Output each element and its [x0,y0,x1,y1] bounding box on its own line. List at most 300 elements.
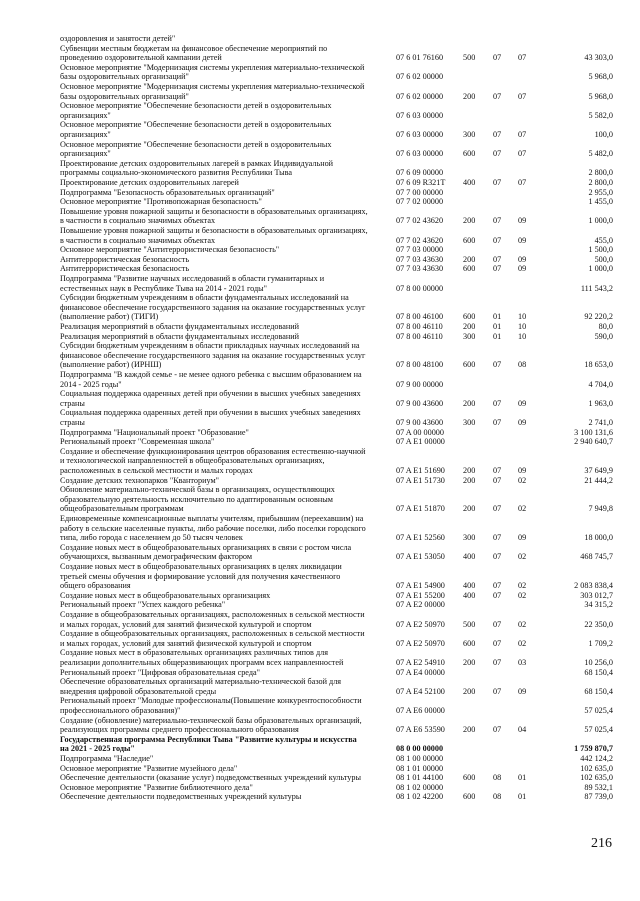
target-code: 07 6 09 R321T [396,178,446,187]
description-line: Государственная программа Республики Тыва "Развитие культуры и искусства [60,734,357,744]
amount: 43 303,0 [584,53,613,63]
amount: 468 745,7 [580,552,613,562]
table-row [0,754,640,764]
amount: 102 635,0 [580,763,613,773]
target-code: 07 A E1 55200 [396,590,445,600]
table-row [0,629,640,648]
description-line: и технологической направленностей в общеобразовательных организациях, [60,456,325,466]
expense-type: 400 [463,581,476,591]
target-code: 08 1 00 00000 [396,754,444,763]
section-code: 01 [493,312,502,322]
description-line: работу в сельские населенные пункты, либо рабочие поселки, либо поселки городского [60,523,366,533]
amount: 10 256,0 [584,657,613,667]
row-description [60,696,390,715]
target-code: 07 6 03 00000 [396,129,444,139]
table-row [0,101,640,120]
amount: 3 100 131,6 [574,427,613,437]
subsection-code: 07 [518,129,527,139]
row-description [60,562,390,591]
subsection-code: 10 [518,322,527,331]
section-code: 07 [493,619,502,629]
row-description [60,543,390,562]
description-line: Обновление материально-технической базы в организациях, осуществляющих [60,485,335,495]
table-row [0,341,640,370]
table-row [0,783,640,793]
description-line: профессионального образования)" [60,705,181,715]
table-row [0,476,640,486]
row-description [60,226,390,245]
section-code: 07 [493,475,502,485]
table-row [0,437,640,447]
table-row [0,668,640,678]
row-description [60,629,390,648]
amount: 2 800,0 [588,178,613,187]
description-line: организациях" [60,129,111,139]
description-line: типа, либо города с населением до 50 тысяч человек [60,533,243,543]
target-code: 07 A E4 52100 [396,686,445,696]
description-line: Региональный проект "Успех каждого ребенка" [60,600,226,610]
description-line: Антитеррористическая безопасность [60,264,190,274]
table-row [0,543,640,562]
amount: 4 704,0 [588,379,613,389]
subsection-code: 09 [518,417,527,427]
subsection-code: 09 [518,686,527,696]
row-description [60,792,390,802]
target-code: 07 A E6 53590 [396,725,445,735]
description-line: Региональный проект "Современная школа" [60,437,215,447]
table-row [0,197,640,207]
row-description [60,716,390,735]
target-code: 07 6 09 00000 [396,168,444,178]
table-row [0,332,640,342]
section-code: 07 [493,465,502,475]
description-line: и малых городах, условий для занятий физической культурой и спортом [60,619,312,629]
amount: 2 800,0 [588,168,613,178]
section-code: 07 [493,53,502,63]
amount: 2 741,0 [588,417,613,427]
expense-type: 300 [463,331,476,341]
description-line: финансовое обеспечение государственного задания на оказание государственных услуг [60,350,366,360]
section-code: 07 [493,417,502,427]
description-line: финансовое обеспечение государственного задания на оказание государственных услуг [60,302,366,312]
section-code: 01 [493,322,502,331]
section-code: 07 [493,725,502,735]
description-line: Создание (обновление) материально-технической базы образовательных организаций, [60,715,362,725]
subsection-code: 01 [518,773,527,783]
description-line: на 2021 - 2025 годы" [60,744,135,754]
amount: 22 350,0 [584,619,613,629]
description-line: Создание новых мест в образовательных организациях различных типов для [60,648,328,658]
target-code: 07 6 01 76160 [396,53,444,63]
subsection-code: 09 [518,254,527,264]
description-line: Единовременные компенсационные выплаты учителям, прибывшим (переехавшим) на [60,514,364,523]
table-row [0,591,640,601]
description-line: оздоровления и занятости детей" [60,34,176,43]
description-line: естественных наук в Республике Тыва на 2014 - 2021 годы" [60,283,267,293]
row-description [60,648,390,667]
section-code: 07 [493,504,502,514]
target-code: 07 A 00 00000 [396,427,444,437]
target-code: 08 1 02 42200 [396,792,444,802]
row-description [60,63,390,82]
target-code: 07 A E1 54900 [396,581,445,591]
row-description [60,476,390,486]
section-code: 07 [493,264,502,274]
description-line: страны [60,417,85,427]
table-row [0,648,640,667]
amount: 303 012,7 [580,590,613,600]
description-line: третьей смены обучения и формирование условий для получения качественного [60,571,341,581]
expense-type: 600 [463,792,476,802]
description-line: Создание и обеспечение функционирования центров образования естественно-научной [60,446,366,456]
section-code: 07 [493,590,502,600]
section-code: 07 [493,129,502,139]
target-code: 07 6 03 00000 [396,149,444,159]
amount: 21 444,2 [584,475,613,485]
row-description [60,437,390,447]
row-description [60,274,390,293]
subsection-code: 02 [518,581,527,591]
description-line: внедрения цифровой образовательной среды [60,686,217,696]
table-row [0,274,640,293]
description-line: Основное мероприятие "Обеспечение безопасности детей в оздоровительных [60,101,332,111]
description-line: Основное мероприятие "Обеспечение безопасности детей в оздоровительных [60,139,332,149]
description-line: общеобразовательным программам [60,504,184,514]
row-description [60,389,390,408]
table-row [0,408,640,427]
row-description [60,159,390,178]
row-description [60,735,390,754]
table-row [0,188,640,198]
amount: 500,0 [594,254,613,264]
expense-type: 600 [463,312,476,322]
table-row [0,792,640,802]
table-row [0,159,640,178]
description-line: Создание детских технопарков "Кванториум" [60,475,219,485]
section-code: 07 [493,581,502,591]
row-description [60,428,390,438]
expense-type: 600 [463,638,476,648]
row-description [60,322,390,332]
target-code: 08 1 01 44100 [396,773,444,783]
target-code: 07 A E2 50970 [396,638,445,648]
section-code: 07 [493,360,502,370]
expense-type: 300 [463,533,476,543]
amount: 590,0 [594,331,613,341]
description-line: проведению оздоровительной кампании детей [60,53,222,63]
target-code: 07 A E1 53050 [396,552,445,562]
subsection-code: 01 [518,792,527,802]
section-code: 07 [493,178,502,187]
subsection-code: 03 [518,657,527,667]
amount: 2 083 838,4 [574,581,613,591]
subsection-code: 10 [518,312,527,322]
description-line: (выполнение работ) (ИРНШ) [60,360,162,370]
subsection-code: 09 [518,235,527,245]
section-code: 07 [493,91,502,101]
subsection-code: 07 [518,53,527,63]
amount: 7 949,8 [588,504,613,514]
description-line: обучающихся, вызванным демографическим фактором [60,552,253,562]
section-code: 07 [493,254,502,264]
section-code: 08 [493,792,502,802]
amount: 111 543,2 [580,283,613,293]
description-line: Социальная поддержка одаренных детей при обучении в высших учебных заведениях [60,389,361,399]
description-line: базы оздоровительных организаций" [60,91,189,101]
description-line: реализации дополнительных общеразвивающих программ всех направленностей [60,657,344,667]
expense-type: 200 [463,254,476,264]
expense-type: 600 [463,235,476,245]
description-line: Региональный проект "Цифровая образовательная среда" [60,667,260,677]
expense-type: 400 [463,178,476,187]
table-row [0,264,640,274]
row-description [60,668,390,678]
description-line: и малых городах, условий для занятий физической культурой и спортом [60,638,312,648]
target-code: 07 7 00 00000 [396,187,444,197]
expense-type: 300 [463,129,476,139]
subsection-code: 02 [518,552,527,562]
description-line: Проектирование детских оздоровительных лагерей [60,178,239,187]
target-code: 07 7 02 43620 [396,235,444,245]
target-code: 07 A E1 00000 [396,437,445,447]
description-line: реализующих программы среднего профессионального образования [60,725,299,735]
description-line: в частности в социально значимых объектах [60,235,216,245]
section-code: 07 [493,533,502,543]
description-line: Подпрограмма "В каждой семье - не менее одного ребенка с высшим образованием на [60,370,362,379]
section-code: 07 [493,638,502,648]
row-description [60,255,390,265]
description-line: Создание новых мест в общеобразовательных организациях в связи с ростом числа [60,542,352,552]
description-line: программы социально-экономического развития Республики Тыва [60,168,292,178]
amount: 100,0 [594,129,613,139]
amount: 5 968,0 [588,91,613,101]
expense-type: 300 [463,417,476,427]
section-code: 08 [493,773,502,783]
expense-type: 400 [463,590,476,600]
description-line: общего образования [60,581,131,591]
table-row [0,677,640,696]
description-line: 2014 - 2025 годы" [60,379,122,389]
description-line: Основное мероприятие "Обеспечение безопасности детей в оздоровительных [60,120,332,130]
target-code: 07 7 02 43620 [396,216,444,226]
section-code: 07 [493,398,502,408]
section-code: 07 [493,149,502,159]
subsection-code: 04 [518,725,527,735]
amount: 57 025,4 [584,725,613,735]
row-description [60,245,390,255]
target-code: 07 A E4 00000 [396,667,445,677]
description-line: организациях" [60,110,111,120]
target-code: 08 1 01 00000 [396,763,444,773]
section-code: 07 [493,235,502,245]
description-line: Основное мероприятие "Развитие библиотечного дела" [60,782,253,792]
row-description [60,677,390,696]
amount: 1 963,0 [588,398,613,408]
description-line: Субсидии бюджетным учреждениям в области прикладных научных исследований на [60,341,360,351]
subsection-code: 02 [518,504,527,514]
description-line: Социальная поддержка одаренных детей при обучении в высших учебных заведениях [60,408,361,418]
row-description [60,447,390,476]
row-description [60,485,390,514]
target-code: 07 A E6 00000 [396,705,445,715]
row-description [60,140,390,159]
target-code: 07 6 02 00000 [396,91,444,101]
description-line: Обеспечение деятельности подведомственных учреждений культуры [60,792,302,802]
target-code: 07 7 03 00000 [396,245,444,255]
target-code: 07 8 00 46100 [396,312,444,322]
page-number: 216 [591,836,612,851]
amount: 57 025,4 [584,705,613,715]
table-row [0,255,640,265]
expense-type: 400 [463,552,476,562]
amount: 80,0 [598,322,613,331]
target-code: 07 7 02 00000 [396,197,444,207]
amount: 5 968,0 [588,72,613,82]
description-line: Реализация мероприятий в области фундаментальных исследований [60,322,299,331]
description-line: Основное мероприятие "Модернизация системы укрепления материально-технической [60,62,365,72]
description-line: Обеспечение деятельности (оказание услуг) подведомственных учреждений культуры [60,773,361,783]
table-row [0,322,640,332]
amount: 1 455,0 [588,197,613,207]
table-row [0,140,640,159]
table-row [0,764,640,774]
expense-type: 600 [463,149,476,159]
expense-type: 500 [463,53,476,63]
expense-type: 500 [463,619,476,629]
row-description [60,591,390,601]
table-row [0,447,640,476]
section-code: 07 [493,657,502,667]
amount: 455,0 [594,235,613,245]
row-description [60,783,390,793]
table-row [0,773,640,783]
target-code: 07 8 00 46110 [396,331,443,341]
description-line: Основное мероприятие "Развитие музейного дела" [60,763,238,773]
target-code: 07 A E1 51730 [396,475,445,485]
table-row [0,178,640,188]
description-line: Создание новых мест в общеобразовательных организациях [60,590,271,600]
amount: 92 220,2 [584,312,613,322]
row-description [60,44,390,63]
target-code: 07 6 02 00000 [396,72,444,82]
amount: 2 940 640,7 [574,437,613,447]
description-line: Субсидии бюджетным учреждениям в области фундаментальных исследований на [60,293,349,303]
description-line: (выполнение работ) (ТИГИ) [60,312,159,322]
description-line: Проектирование детских оздоровительных лагерей в рамках Индивидуальной [60,158,334,168]
expense-type: 600 [463,773,476,783]
row-description [60,178,390,188]
description-line: Региональный проект "Молодые профессионалы(Повышение конкурентоспособности [60,696,362,706]
description-line: Повышение уровня пожарной защиты и безопасности в образовательных организациях, [60,206,368,216]
description-line: Реализация мероприятий в области фундаментальных исследований [60,331,299,341]
table-row [0,428,640,438]
section-code: 01 [493,331,502,341]
table-row [0,562,640,591]
target-code: 07 9 00 00000 [396,379,444,389]
amount: 442 124,2 [580,754,613,763]
row-description [60,764,390,774]
expense-type: 200 [463,504,476,514]
description-line: Создание новых мест в общеобразовательных организациях в целях ликвидации [60,562,342,571]
description-line: Обеспечение образовательных организаций материально-технической базой для [60,677,342,687]
row-description [60,120,390,139]
amount: 18 653,0 [584,360,613,370]
description-line: Создание в общеобразовательных организациях, расположенных в сельской местности [60,629,365,639]
target-code: 07 8 00 00000 [396,283,444,293]
subsection-code: 08 [518,360,527,370]
subsection-code: 09 [518,465,527,475]
amount: 102 635,0 [580,773,613,783]
amount: 1 500,0 [588,245,613,255]
expense-type: 200 [463,216,476,226]
subsection-code: 10 [518,331,527,341]
amount: 1 759 870,7 [574,744,613,754]
expense-type: 200 [463,322,476,331]
table-row [0,610,640,629]
subsection-code: 07 [518,91,527,101]
table-row [0,600,640,610]
description-line: Подпрограмма "Развитие научных исследований в области гуманитарных и [60,274,325,283]
table-row [0,120,640,139]
row-description [60,82,390,101]
row-description [60,514,390,543]
target-code: 07 A E2 50970 [396,619,445,629]
table-row [0,514,640,543]
table-row [0,389,640,408]
amount: 89 532,1 [584,782,613,792]
row-description [60,408,390,427]
row-description [60,341,390,370]
target-code: 07 7 03 43630 [396,254,444,264]
subsection-code: 02 [518,638,527,648]
target-code: 08 1 02 00000 [396,782,444,792]
row-description [60,754,390,764]
row-description [60,207,390,226]
description-line: Подпрограмма "Национальный проект "Образование" [60,427,249,437]
row-description [60,600,390,610]
description-line: Повышение уровня пожарной защиты и безопасности в образовательных организациях, [60,226,368,235]
description-line: Основное мероприятие "Противопожарная безопасность" [60,197,262,207]
table-row [0,226,640,245]
description-line: базы оздоровительных организаций" [60,72,189,82]
amount: 5 582,0 [588,110,613,120]
target-code: 07 9 00 43600 [396,417,444,427]
amount: 1 000,0 [588,264,613,274]
table-row [0,370,640,389]
row-description [60,332,390,342]
description-line: Основное мероприятие "Антитеррористическая безопасность" [60,245,280,255]
table-row [0,485,640,514]
expense-type: 200 [463,91,476,101]
row-description [60,773,390,783]
expense-type: 200 [463,398,476,408]
target-code: 08 0 00 00000 [396,744,444,754]
target-code: 07 9 00 43600 [396,398,444,408]
subsection-code: 07 [518,178,527,187]
table-row [0,293,640,322]
table-row [0,245,640,255]
subsection-code: 09 [518,533,527,543]
row-description [60,101,390,120]
target-code: 07 A E2 54910 [396,657,445,667]
table-row [0,716,640,735]
description-line: страны [60,398,85,408]
amount: 1 000,0 [588,216,613,226]
row-description [60,197,390,207]
subsection-code: 09 [518,216,527,226]
target-code: 07 8 00 46110 [396,322,443,331]
target-code: 07 A E1 51870 [396,504,445,514]
